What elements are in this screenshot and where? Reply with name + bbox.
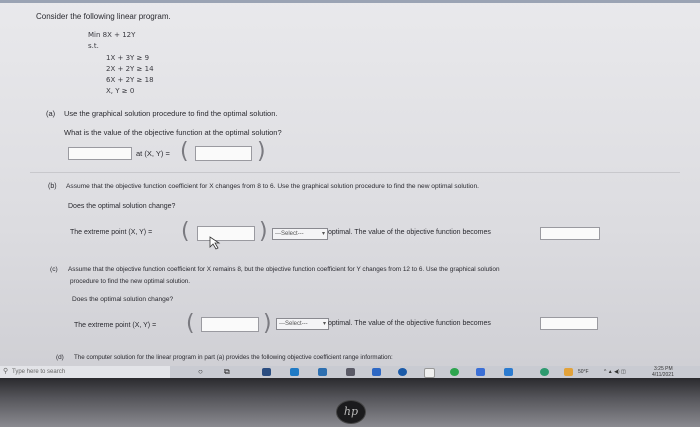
part-b-select[interactable] (272, 228, 328, 240)
chevron-down-icon: ▾ (321, 231, 325, 237)
constraint-3: 6X + 2Y ≥ 18 (106, 76, 154, 84)
part-c-optimal-text: optimal. The value of the objective function becomes (328, 320, 491, 327)
constraint-2: 2X + 2Y ≥ 14 (106, 65, 154, 73)
part-a-question: Use the graphical solution procedure to find the optimal solution. (64, 109, 278, 118)
close-paren: ) (263, 311, 272, 336)
app-icon[interactable] (372, 368, 381, 376)
top-strip (0, 0, 700, 3)
constraint-1: 1X + 3Y ≥ 9 (106, 54, 150, 62)
open-paren: ( (180, 139, 189, 164)
part-a-sub: What is the value of the objective function at the optimal solution? (64, 128, 282, 137)
tray-icons[interactable]: ^ ▲ ◀) ◫ (604, 369, 626, 375)
app-icon[interactable] (476, 368, 485, 376)
constraint-4: X, Y ≥ 0 (106, 87, 135, 95)
store-icon[interactable] (318, 368, 327, 376)
part-c-select[interactable] (276, 318, 329, 330)
mouse-cursor-icon (209, 236, 221, 250)
part-c-extreme-label: The extreme point (X, Y) = (74, 322, 157, 329)
part-c-question-cont: procedure to find the new optimal solution. (70, 278, 191, 285)
part-b-optimal-text: optimal. The value of the objective function becomes (328, 229, 491, 236)
chrome-icon[interactable] (450, 368, 459, 376)
part-c-question: Assume that the objective function coefficient for X remains 8, but the objective function coefficient for Y changes from 12 to 6. Use the graphical solution (68, 266, 500, 273)
optimal-point-input[interactable] (195, 146, 252, 161)
edge-icon[interactable] (290, 368, 299, 376)
app-icon[interactable] (346, 368, 355, 376)
part-c-label: (c) (50, 266, 58, 273)
search-placeholder: Type here to search (12, 369, 66, 375)
taskbar-search[interactable] (0, 366, 170, 378)
part-a-label: (a) (46, 109, 56, 118)
part-d-question: The computer solution for the linear program in part (a) provides the following objective coefficient range information: (74, 354, 393, 361)
select-value: ---Select--- (275, 231, 304, 237)
clock-time: 3:25 PM (654, 366, 673, 372)
close-paren: ) (259, 219, 268, 244)
open-paren: ( (181, 219, 190, 244)
part-c-sub: Does the optimal solution change? (72, 296, 174, 303)
part-b-point-input[interactable] (197, 226, 255, 241)
part-b-sub: Does the optimal solution change? (68, 203, 176, 210)
divider (30, 172, 680, 173)
objective-value-input[interactable] (68, 147, 132, 160)
hp-logo: hp (336, 400, 366, 424)
part-b-extreme-label: The extreme point (X, Y) = (70, 229, 153, 236)
close-paren: ) (257, 139, 266, 164)
select-value: ---Select--- (279, 321, 308, 327)
taskbar (0, 366, 700, 378)
at-xy-label: at (X, Y) = (136, 149, 170, 158)
app-icon[interactable] (424, 368, 435, 378)
part-c-value-input[interactable] (540, 317, 598, 330)
page-title: Consider the following linear program. (36, 12, 171, 21)
start-circle-icon[interactable]: ○ (198, 367, 203, 376)
part-d-label: (d) (56, 354, 64, 361)
temperature: 50°F (578, 369, 589, 375)
task-view-icon[interactable]: ⧉ (224, 367, 230, 376)
subject-to-label: s.t. (88, 42, 99, 50)
app-icon[interactable] (398, 368, 407, 376)
open-paren: ( (186, 311, 195, 336)
app-icon[interactable] (504, 368, 513, 376)
app-icon[interactable] (540, 368, 549, 376)
clock-date: 4/11/2021 (652, 372, 674, 378)
objective-function: Min 8X + 12Y (88, 31, 136, 39)
app-icon[interactable] (262, 368, 271, 376)
chevron-down-icon: ▾ (322, 321, 326, 327)
weather-icon[interactable] (564, 368, 573, 376)
part-c-point-input[interactable] (201, 317, 259, 332)
part-b-question: Assume that the objective function coefficient for X changes from 8 to 6. Use the graphical solution procedure to find the new optimal solution. (66, 183, 479, 190)
part-b-value-input[interactable] (540, 227, 600, 240)
search-icon: ⚲ (3, 368, 9, 375)
part-b-label: (b) (48, 183, 57, 190)
